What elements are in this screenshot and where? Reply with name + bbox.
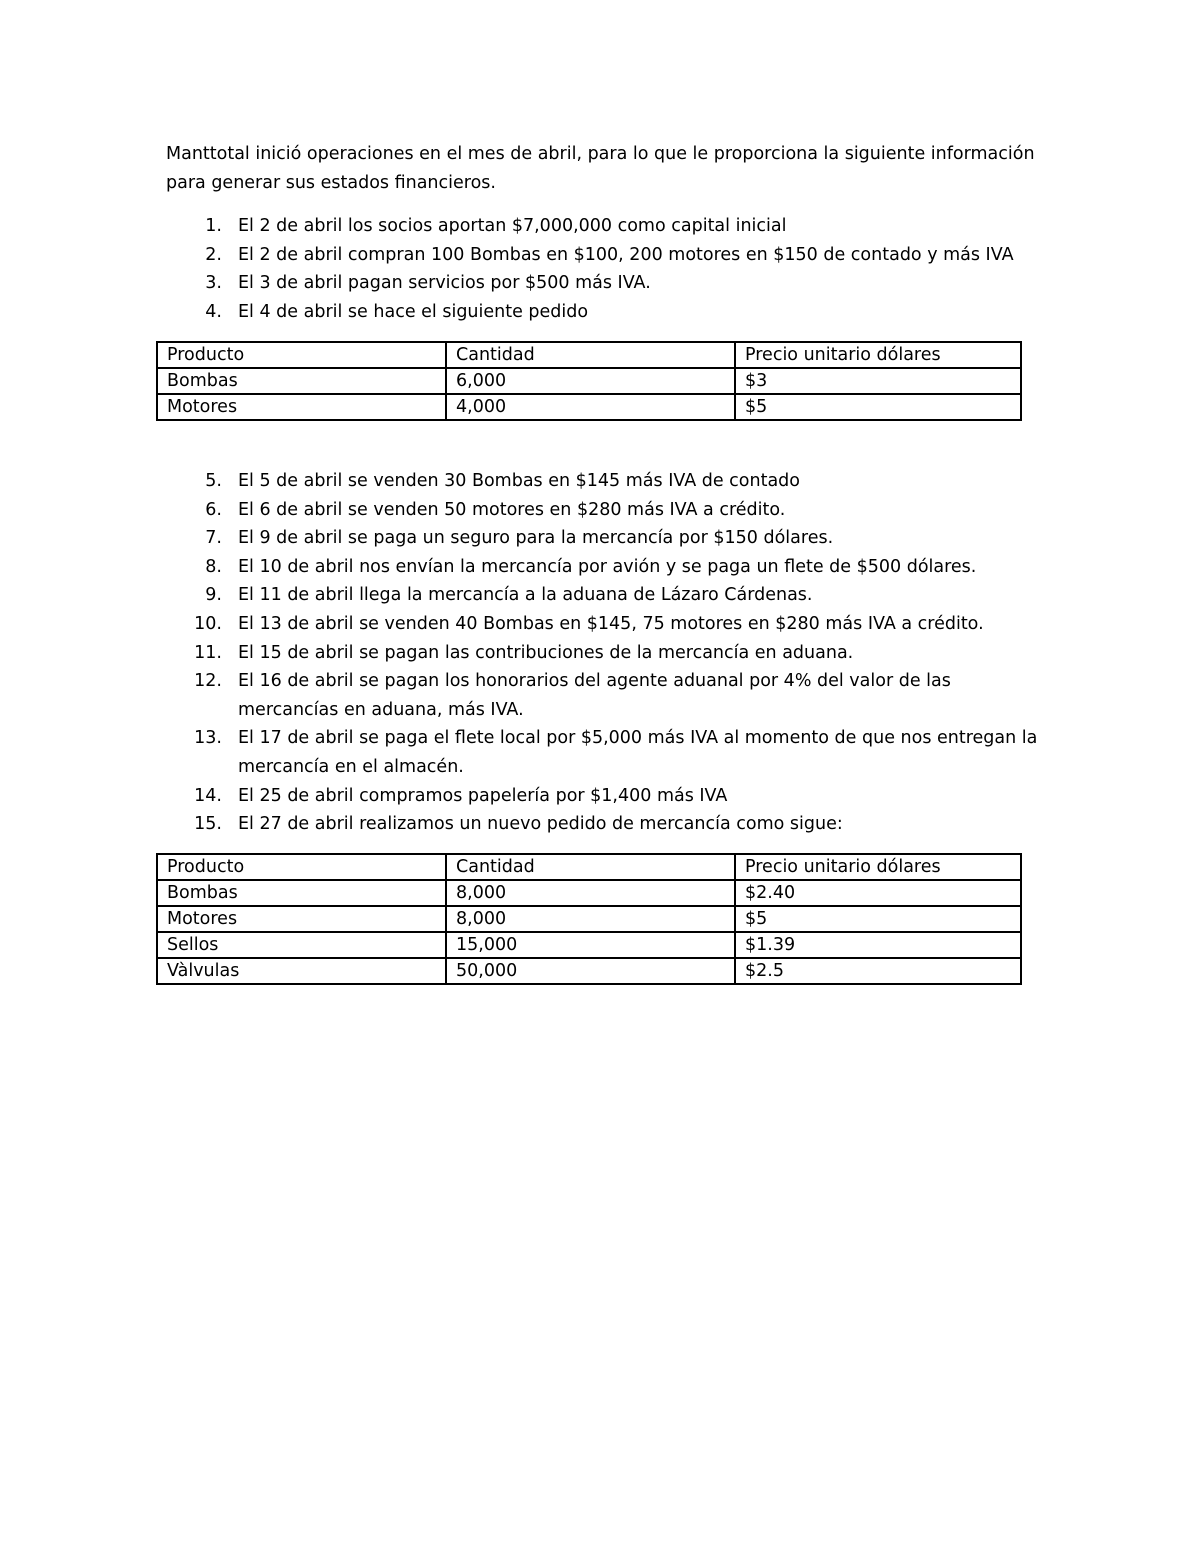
list-item-number: 12. [194,671,222,692]
list-item [166,269,1046,298]
list-item-text: El 4 de abril se hace el siguiente pedido [238,301,589,322]
list-item-number: 5. [205,471,222,491]
list-item-number: 8. [205,556,222,577]
table-row [157,368,1021,394]
list-item [166,667,1046,724]
list-item [166,610,1046,639]
table-header-row [157,854,1021,880]
table-row [157,958,1021,984]
table-cell: 8,000 [446,880,735,906]
table-cell: 6,000 [446,368,735,394]
list-item-number: 10. [194,613,222,634]
list-item-number: 9. [205,585,222,606]
table-row [157,932,1021,958]
table-cell: 50,000 [446,958,735,984]
table-cell: 8,000 [446,906,735,932]
list-item-text: El 2 de abril compran 100 Bombas en $100, 200 motores en $150 de contado y más IVA [238,244,1014,265]
table-header-cell: Cantidad [446,854,735,880]
table-header-cell: Precio unitario dólares [735,342,1021,368]
table-cell: Vàlvulas [157,958,446,984]
list-item [166,524,1046,553]
table-cell: Motores [157,394,446,420]
list-item-text: El 25 de abril compramos papelería por $1,400 más IVA [238,785,728,806]
table-cell: Motores [157,906,446,932]
intro-paragraph: Manttotal inició operaciones en el mes de abril, para lo que le proporciona la siguiente información para generar sus estados financieros. [166,144,1035,193]
table-cell: Bombas [157,880,446,906]
table-header-cell: Producto [157,342,446,368]
list-item [166,639,1046,668]
list-item-text: El 5 de abril se venden 30 Bombas en $145 más IVA de contado [238,471,800,491]
table-cell: $5 [735,906,1021,932]
list-item-text: El 10 de abril nos envían la mercancía por avión y se paga un flete de $500 dólares. [238,556,977,577]
first-order-table [156,341,1022,421]
list-item-text: El 11 de abril llega la mercancía a la aduana de Lázaro Cárdenas. [238,585,813,606]
table-header-cell: Precio unitario dólares [735,854,1021,880]
list-item-number: 11. [194,642,222,663]
table-cell: Sellos [157,932,446,958]
list-item [166,241,1046,270]
list-item-number: 4. [205,301,222,322]
list-item-text: El 17 de abril se paga el flete local por $5,000 más IVA al momento de que nos entregan la mercancía en el almacén. [238,728,1038,777]
list-item-text: El 3 de abril pagan servicios por $500 más IVA. [238,273,651,294]
table-cell: $3 [735,368,1021,394]
list-item [166,581,1046,610]
list-item [166,496,1046,525]
list-item-number: 7. [205,528,222,549]
numbered-list-second [166,467,1046,839]
table-header-row [157,342,1021,368]
list-item [166,724,1046,781]
table-header-cell: Producto [157,854,446,880]
list-item-number: 3. [205,273,222,294]
list-item-text: El 13 de abril se venden 40 Bombas en $145, 75 motores en $280 más IVA a crédito. [238,613,984,634]
list-item-text: El 15 de abril se pagan las contribuciones de la mercancía en aduana. [238,642,854,663]
list-item [166,810,1046,839]
list-item-text: El 16 de abril se pagan los honorarios del agente aduanal por 4% del valor de las mercancías en aduana, más IVA. [238,671,951,720]
table-header-cell: Cantidad [446,342,735,368]
list-item-number: 13. [194,728,222,749]
list-item-number: 1. [205,216,222,236]
list-item [166,298,1046,327]
list-item-text: El 6 de abril se venden 50 motores en $280 más IVA a crédito. [238,499,786,520]
list-item-text: El 9 de abril se paga un seguro para la mercancía por $150 dólares. [238,528,834,549]
table-cell: $5 [735,394,1021,420]
table-row [157,906,1021,932]
list-item-number: 2. [205,244,222,265]
second-order-table [156,853,1022,985]
list-item [166,212,1046,241]
table-cell: 15,000 [446,932,735,958]
list-item-text: El 27 de abril realizamos un nuevo pedido de mercancía como sigue: [238,814,843,835]
table-row [157,394,1021,420]
list-item [166,467,1046,496]
table-cell: $2.5 [735,958,1021,984]
list-item [166,782,1046,811]
list-item [166,553,1046,582]
table-cell: $2.40 [735,880,1021,906]
numbered-list-first [166,212,1046,326]
table-cell: Bombas [157,368,446,394]
table-cell: $1.39 [735,932,1021,958]
table-cell: 4,000 [446,394,735,420]
table-row [157,880,1021,906]
list-item-number: 15. [194,814,222,835]
list-item-text: El 2 de abril los socios aportan $7,000,000 como capital inicial [238,216,787,236]
list-item-number: 14. [194,785,222,806]
list-item-number: 6. [205,499,222,520]
